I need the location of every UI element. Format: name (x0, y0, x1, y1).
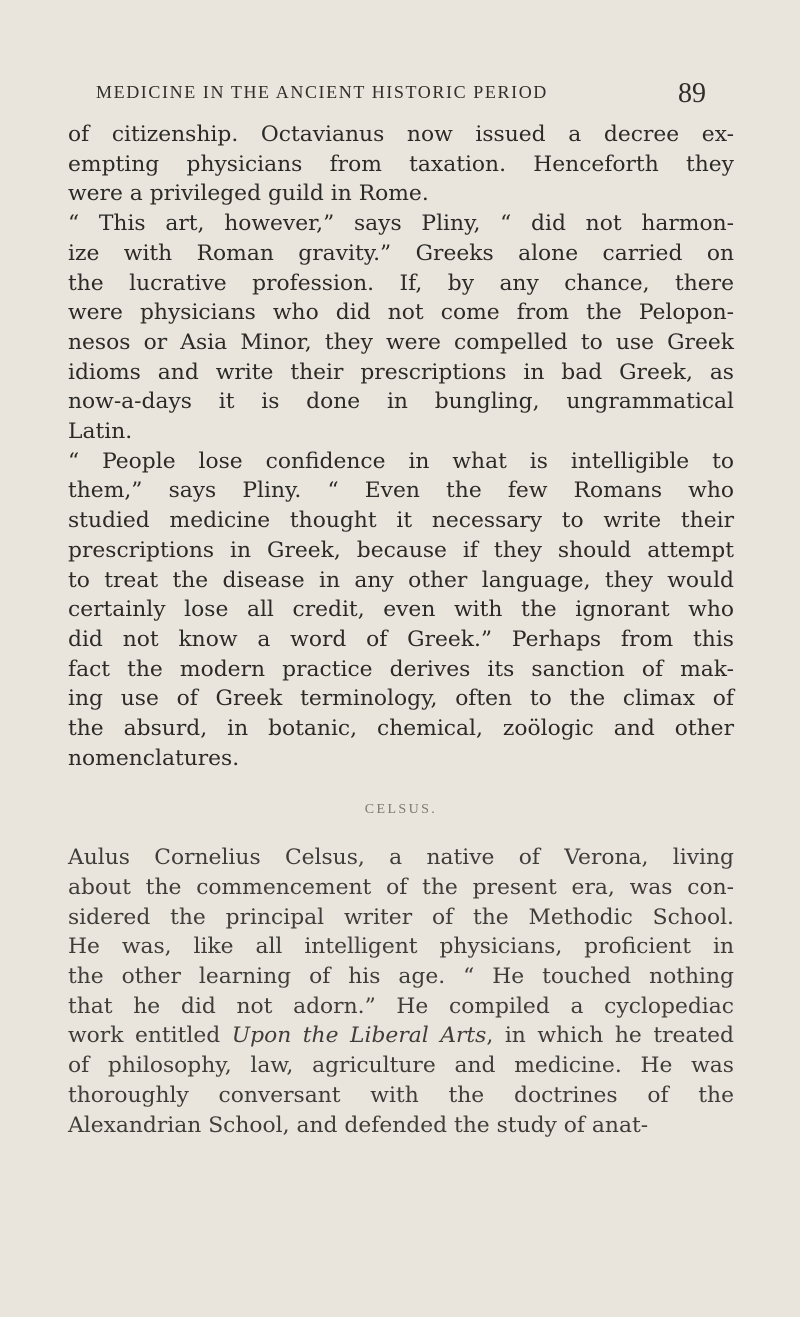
text-line: did not know a word of Greek.” Perhaps from this (68, 626, 734, 652)
text-line: “ People lose confidence in what is intelligible to (68, 448, 734, 474)
text-line: the absurd, in botanic, chemical, zoölogic and other (68, 716, 734, 742)
text-fragment: work entitled (68, 1023, 232, 1049)
text-line: of citizenship. Octavianus now issued a decree ex- (68, 122, 734, 147)
paragraph-citizenship (68, 120, 734, 209)
text-line: He was, like all intelligent physicians, proficient in (68, 934, 734, 960)
book-title: Upon the Liberal Arts (231, 1023, 487, 1049)
text-line: about the commencement of the present era, was con- (68, 874, 734, 900)
text-line: the lucrative profession. If, by any chance, there (68, 270, 734, 296)
text-line: Alexandrian School, and defended the study of anat- (68, 1112, 649, 1138)
text-line: idioms and write their prescriptions in bad Greek, as (68, 359, 734, 385)
paragraph-pliny-art (68, 209, 734, 447)
text-line: sidered the principal writer of the Methodic School. (68, 904, 734, 930)
text-line: to treat the disease in any other language, they would (68, 567, 734, 593)
text-line: that he did not adorn.” He compiled a cyclopediac (68, 993, 734, 1019)
text-line: now-a-days it is done in bungling, ungrammatical (68, 389, 734, 415)
text-line: fact the modern practice derives its sanction of mak- (68, 656, 734, 682)
text-line: ize with Roman gravity.” Greeks alone carried on (68, 240, 734, 266)
text-line: were a privileged guild in Rome. (68, 181, 429, 207)
text-line: Aulus Cornelius Celsus, a native of Verona, living (68, 845, 734, 871)
text-line: prescriptions in Greek, because if they should attempt (68, 537, 734, 563)
text-fragment: , in which he treated (486, 1023, 735, 1049)
text-line: nomenclatures. (68, 745, 240, 771)
text-line: were physicians who did not come from the Pelopon- (68, 300, 734, 326)
section-heading-celsus: CELSUS. (364, 802, 438, 818)
running-head (96, 78, 706, 110)
page-number: 89 (678, 78, 706, 109)
text-line: the other learning of his age. “ He touched nothing (68, 963, 734, 989)
text-line: them,” says Pliny. “ Even the few Romans who (68, 478, 734, 504)
text-line: Latin. (68, 419, 133, 445)
paragraph-people-lose-confidence (68, 447, 734, 774)
running-title: MEDICINE IN THE ANCIENT HISTORIC PERIOD (96, 82, 548, 102)
text-line: of philosophy, law, agriculture and medicine. He was (68, 1053, 734, 1079)
text-line: studied medicine thought it necessary to write their (68, 508, 734, 534)
paragraph-celsus (68, 843, 734, 1140)
text-line: certainly lose all credit, even with the ignorant who (68, 597, 734, 623)
text-line: nesos or Asia Minor, they were compelled to use Greek (68, 329, 734, 355)
text-line: empting physicians from taxation. Henceforth they (68, 151, 734, 177)
text-line: “ This art, however,” says Pliny, “ did not harmon- (68, 211, 734, 237)
text-line: ing use of Greek terminology, often to the climax of (68, 686, 734, 712)
text-line-with-title (68, 1021, 734, 1051)
body-text (68, 120, 734, 1140)
text-line: thoroughly conversant with the doctrines of the (68, 1082, 734, 1108)
